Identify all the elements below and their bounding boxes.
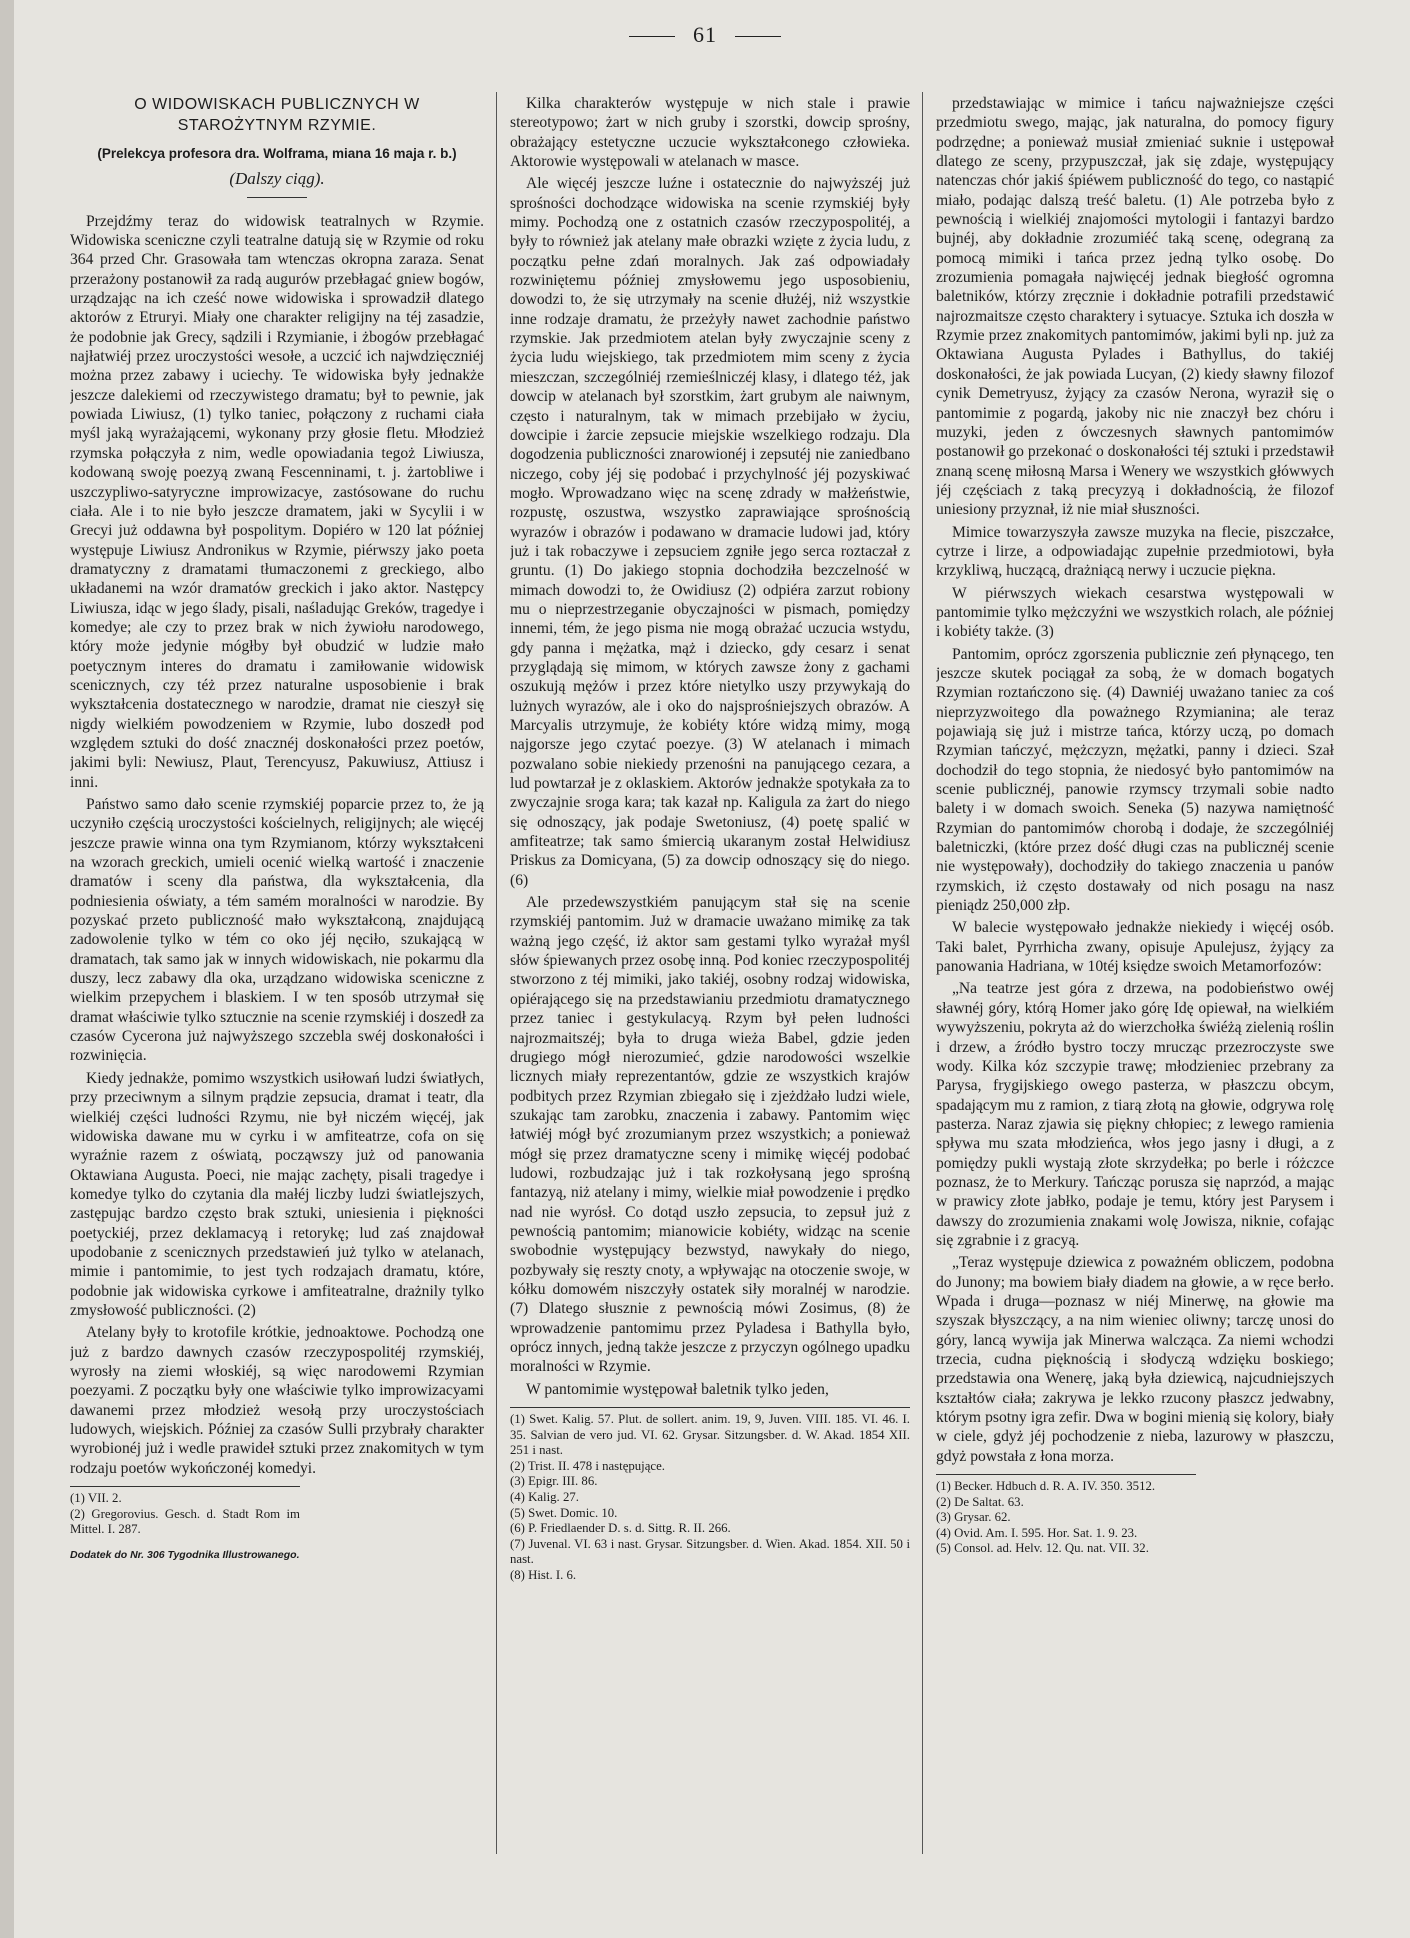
continued-label: (Dalszy ciąg). <box>229 169 325 189</box>
article-title: O WIDOWISKACH PUBLICZNYCH W STAROŻYTNYM RZYMIE. <box>134 96 420 134</box>
paragraph: Ale przedewszystkiém panującym stał się na scenie rzymskiéj pantomim. Już w dramacie uważano mimikę za tak ważną jego część, iż aktor sam gestami tylko wyrażał myśl słów śpiewanych przez osobę inną. Pod koniec rzeczypospolitéj stworzono z téj mimiki, jako takiéj, osobny rodzaj widowiska, opiérającego się na przedstawianiu przedmiotu dramatycznego przez taniec i gestykulacyą. Rzym był pełen ludności najrozmaitszéj; była to druga wieża Babel, gdzie jeden drugiego mógł nierozumieć, gdzie narodowości wszelkie licznych miały reprezentantów, gdzie ze wszystkich krajów podbitych przez Rzymian zbiegało się i zjeżdżało ludzi wiele, szukając tam zarobku, znaczenia i zabawy. Pantomim więc łatwiéj mógł być zrozumianym przez wszystkich; a ponieważ mógł się przez dramatyczne sceny i mimikę więcéj podobać ludowi, rozbudzając już i tak rozkołysaną jego sprośną fantazyą, niż atelany i mimy, wielkie miał powodzenie i prędko nad nie wyrósł. Co dotąd uszło zepsucia, to zepsuł już z pewnością pantomim; mianowicie kobiéty, widząc na scenie swobodnie występujący bezwstyd, nawykały do niego, pozbywały się reszty cnoty, a wpływając na otoczenie swoje, w kółku domowém niszczyły ostatek siły moralnéj w narodzie. (7) Dlatego słusznie z pewnością mówi Zosimus, (8) że wprowadzenie pantomimu przez Pyladesa i Bathylla było, oprócz innych, jedną także jeszcze z przyczyn ogólnego upadku moralności w Rzymie. <box>510 894 910 1376</box>
footnote: (4) Kalig. 27. <box>510 1490 579 1504</box>
footnote: (2) De Saltat. 63. <box>936 1494 1024 1509</box>
footnote: (1) VII. 2. <box>70 1491 122 1506</box>
footnote: (2) Gregorovius. Gesch. d. Stadt Rom im Mittel. I. 287. <box>70 1506 300 1537</box>
imprint: Dodatek do Nr. 306 Tygodnika Illustrowanego. <box>70 1548 300 1561</box>
footnote: (8) Hist. I. 6. <box>510 1567 577 1582</box>
column-2 <box>510 94 910 1852</box>
footnote: (3) Grysar. 62. <box>936 1510 1011 1525</box>
footnote: (2) Trist. II. 478 i następujące. <box>510 1458 665 1473</box>
title-rule <box>247 197 307 198</box>
footnote: (5) Swet. Domic. 10. <box>510 1505 618 1520</box>
footnote: (1) Swet. Kalig. 57. Plut. de sollert. anim. 19, 9, Juven. VIII. 185. VI. 46. I. 35. Salvian de vero jud. VI. 62. Grysar. Sitzungsber. d. W. Akad. 1854 XII. 251 i nast. <box>510 1412 910 1458</box>
footnotes <box>936 1474 1196 1557</box>
paragraph: Państwo samo dało scenie rzymskiéj poparcie przez to, że ją uczyniło częścią uroczystości kościelnych, religijnych; ale więcéj jeszcze prawie winna ona tym Rzymianom, którzy wykształceni na wzorach greckich, umieli ocenić wielką wartość i znaczenie dramatów i sceny dla państwa, dla wykształcenia, dla podniesienia oświaty, a tém samém moralności w narodzie. By pozyskać przeto publiczność mało wykształconą, znajdującą zadowolenie tylko w tém co oko jéj nęciło, szukającą w dramatach, tak samo jak w innych widowiskach, nie pokarmu dla duszy, lecz zabawy dla oka, urządzano widowiska sceniczne z wielkim przepychem i blaskiem. I w ten sposób utrzymał się dramat właściwie tylko sztucznie na scenie rzymskiéj i doszedł za czasów Cycerona już najwyższego szczebla swéj doskonałości i rozwinięcia. <box>70 796 484 1065</box>
footnote: (3) Epigr. III. 86. <box>510 1474 598 1489</box>
column-divider <box>922 92 923 1854</box>
quote-paragraph: „Teraz występuje dziewica z poważném obliczem, podobna do Junony; ma bowiem biały diadem na głowie, a w ręce berło. Wpada i druga—poznasz w niéj Minerwę, na głowie ma szyszak błyszczący, a na nim wieniec oliwny; tarczę unosi do góry, lancą wywija jak Minerwa walcząca. Za niemi wchodzi trzecia, cudna pięknością i słodyczą wdzięku boskiego; przedstawia ona Wenerę, jaką była dziewicą, najcudniejszych kształtów ciała; zakrywa je lekko rzucony płaszcz jedwabny, którym psotny igra zefir. Dwa w bogini mienią się kolory, biały w ciele, gdyż jéj pochodzenie z nieba, lazurowy w płaszczu, gdyż powstała z łona morza. <box>936 1254 1334 1465</box>
paragraph: Przejdźmy teraz do widowisk teatralnych w Rzymie. Widowiska sceniczne czyli teatralne datują się w Rzymie od roku 364 przed Chr. Grasowała tam wtenczas okropna zaraza. Senat przerażony postanowił za radą augurów przebłagać gniew bogów, urządzając na ich cześć nowe widowiska i sprowadził dlatego aktorów z Etruryi. Miały one charakter religijny na téj zasadzie, że podobnie jak Grecy, sądzili i Rzymianie, i żbogów przebłagać najłatwiéj przez uroczystości wesołe, a uczcić ich najwdzięczniéj można przez zabawy i uciechy. Te widowiska były jednakże jeszcze dalekiemi od rzeczywistego dramatu; był to pewnie, jak powiada Liwiusz, (1) tylko taniec, połączony z ruchami ciała myśl jaką wyrażającemi, wykonany przy głosie fletu. Młodzież rzymska połączyła z nim, wedle opowiadania tegoż Liwiusza, kodowaną swoję poezyą zwaną Fescenninami, t. j. żartobliwe i uszczypliwo-satyryczne improwizacye, zastósowane do ruchu ciała. Ale i to nie było jeszcze dramatem, jaki w Sycylii i w Grecyi już oddawna był pospolitym. Dopiéro w 120 lat później występuje Liwiusz Andronikus w Rzymie, piérwszy jako poeta dramatyczny z dramatami tłumaczonemi z greckiego, albo układanemi na wzór dramatów greckich i jako aktor. Następcy Liwiusza, idąc w jego ślady, pisali, naśladując Greków, tragedye i komedye; ale czy to przez brak w nich żywiołu narodowego, który może jedynie mógłby był obudzić w ludzie mało poetycznym interes do dramatu i zamiłowanie widowisk scenicznych, czy téż przez naturalne usposobienie i brak wykształcenia dostatecznego w narodzie, dramat nie cieszył się nigdy wielkiém powodzeniem w Rzymie, lubo doszedł pod względem sztuki do dość znacznéj doskonałości przez poetów, jakimi byli: Newiusz, Plaut, Terencyusz, Pakuwiusz, Attiusz i inni. <box>70 212 484 791</box>
paragraph: W balecie występowało jednakże niekiedy i więcéj osób. Taki balet, Pyrrhicha zwany, opisuje Apulejusz, żyjący za panowania Hadriana, w 10téj księdze swoich Metamorfozów: <box>936 919 1334 976</box>
page-number: 61 <box>693 22 717 47</box>
footnote: (7) Juvenal. VI. 63 i nast. Grysar. Sitzungsber. d. Wien. Akad. 1854. XII. 50 i nast. <box>510 1536 910 1567</box>
footnotes <box>70 1486 300 1538</box>
paragraph: przedstawiając w mimice i tańcu najważniejsze części przedmiotu swego, mając, jak naturalna, do pomocy figury podrzędne; a ponieważ musiał zmieniać suknie i ustępował dlatego ze sceny, przypuszczał, jak się zdaje, występujący natenczas chór jakiś śpiéwem publiczność do tego, co nastąpić miało, podając dalszą treść baletu. (1) Ale potrzeba było z pewnością i wielkiéj znajomości mytologii i fantazyi bardzo bujnéj, aby dokładnie zrozumiéć taką scenę, odegraną za pomocą mimiki i tańca przez jedną tylko osobę. Do zrozumienia pomagała najwięcéj jednak biegłość ogromna baletników, którzy zręcznie i dokładnie potrafili przedstawić najrozmaitsze często charaktery i sytuacye. Sztuka ich doszła w Rzymie przez znakomitych pantomimów, jakimi byli np. już za Oktawiana Augusta Pylades i Bathyllus, do takiéj doskonałości, że jak powiada Lucyan, (2) kiedy sławny filozof cynik Demetryusz, żyjący za czasów Nerona, wyraził się o pantomimie z pogardą, jakoby nic nie znaczył bez chóru i muzyki, jeden z ówczesnych sławnych pantomimów postanowił go przekonać o doskonałości téj sztuki i przedstawił znaną scenę miłosną Marsa i Wenery we wszystkich główwych jéj częściach z taką precyzyą i dokładnością, że filozof uniesiony przyznał, iż nie miał słuszności. <box>936 95 1334 519</box>
paragraph: Pantomim, oprócz zgorszenia publicznie zeń płynącego, ten jeszcze skutek pociągał za sobą, że w domach bogatych Rzymian roztańczono się. (4) Dawniéj uważano taniec za coś nieprzyzwoitego dla poważnego Rzymianina; ale teraz pojawiają się już i mistrze tańca, którzy uczą, po domach Rzymian tańczyć, mężczyzn, mężatki, panny i dzieci. Szał dochodził do tego stopnia, że niedosyć było pantomimów na scenie publicznéj, panowie rzymscy trzymali sobie nadto balety i w domach swoich. Seneka (5) nazywa namiętność Rzymian do pantomimów chorobą i dodaje, że szczególniéj baletniczki, (które przez dość długi czas na publicznéj scenie nie występowały), dochodziły do takiego znaczenia u panów rzymskich, iż często dostawały od nich posagu na nasz pieniądz 250,000 złp. <box>936 645 1334 915</box>
paragraph: W pantomimie występował baletnik tylko jeden, <box>526 1380 829 1398</box>
column-divider <box>496 92 497 1854</box>
header-rule-right <box>735 36 781 37</box>
footnotes <box>510 1407 910 1584</box>
quote-paragraph: „Na teatrze jest góra z drzewa, na podobieństwo owéj sławnéj góry, którą Homer jako górę Idę opiewał, na wielkiém wywyższeniu, pokryta aż do wierzchołka świéżą zielenią roślin i drzew, a źródło bystro toczy mrucząc przezroczyste swe wody. Kilka kóz szczypie trawę; młodzieniec przebrany za Parysa, frygijskiego owego pasterza, w płaszczu obcym, spadającym mu z ramion, z tiarą złotą na głowie, odgrywa rolę pasterza. Naraz zjawia się piękny chłopiec; z lewego ramienia spływa mu szata młodzieńca, włos jego jasny i długi, a z pomiędzy pukli wystają złote skrzydełka; po berle i różczce poznasz, że to Merkury. Tańcząc porusza się naprzód, a mając w prawicy złote jabłko, podaje je temu, który jest Parysem i dawszy do zrozumienia znakami wolę Jowisza, niknie, cofając się zgrabnie i z gracyą. <box>936 980 1334 1249</box>
binding-edge <box>0 0 14 1938</box>
paragraph: Kilka charakterów występuje w nich stale i prawie stereotypowo; żart w nich gruby i szorstki, dowcip sprośny, obrażający estetyczne uczucie wykształconego człowieka. Aktorowie występowali w atelanach w masce. <box>510 95 910 171</box>
footnote: (5) Consol. ad. Helv. 12. Qu. nat. VII. 32. <box>936 1541 1149 1556</box>
column-3 <box>936 94 1334 1852</box>
paragraph: Kiedy jednakże, pomimo wszystkich usiłowań ludzi światłych, przy przeciwnym a silnym prądzie zepsucia, dramat i teatr, dla wielkiéj części ludności Rzymu, nie był niczém więcéj, jak widowiska dawane mu w cyrku i w amfiteatrze, cofa on się wyraźnie razem z oświatą, począwszy już od panowania Oktawiana Augusta. Poeci, nie mając zachęty, pisali tragedye i komedye tylko do czytania dla małéj liczby ludzi światlejszych, zastępując bardzo często brak sztuki, uniesienia i piękności poetyckiéj, przez deklamacyą i retorykę; lud zaś znajdował upodobanie z scenicznych przedstawień już tylko w atelanach, mimie i pantomimie, to jest tych rodzajach dramatu, które, podobnie jak widowiska cyrkowe i amfiteatralne, drażnily tylko zmysłowość publiczności. (2) <box>70 1069 484 1319</box>
footnote: (4) Ovid. Am. I. 595. Hor. Sat. 1. 9. 23. <box>936 1525 1138 1540</box>
article-subtitle: (Prelekcya profesora dra. Wolframa, miana 16 maja r. b.) <box>97 146 457 161</box>
footnote: (1) Becker. Hdbuch d. R. A. IV. 350. 3512. <box>936 1479 1156 1494</box>
page-header <box>0 22 1410 48</box>
paragraph: Mimice towarzyszyła zawsze muzyka na flecie, piszczałce, cytrze i lirze, a odpowiadając zupełnie przedmiotowi, była krzykliwą, huczącą, drażniącą nerwy i uczucie piękna. <box>936 523 1334 580</box>
footnote: (6) P. Friedlaender D. s. d. Sittg. R. II. 266. <box>510 1521 731 1536</box>
paragraph: W piérwszych wiekach cesarstwa występowali w pantomimie tylko mężczyźni we wszystkich rolach, ale później i kobiéty także. (3) <box>936 584 1334 641</box>
column-1 <box>70 94 484 1854</box>
header-rule-left <box>629 36 675 37</box>
paragraph: Ale więcéj jeszcze luźne i ostatecznie do najwyższéj już sprośności dochodzące widowiska na scenie rzymskiéj były mimy. Pochodzą one z ostatnich czasów rzeczypospolitéj, a były to również jak atelany małe obrazki wzięte z życia ludu, z początku pełne zdań moralnych. Jak zaś odpowiadały rozwiniętemu później zmysłowemu jego usposobieniu, dowodzi to, że się utrzymały na scenie dłużéj, niż wszystkie inne rodzaje dramatu, że przeżyły nawet zachodnie państwo rzymskie. Jak przedmiotem atelan były zwyczajnie sceny z życia ludu wiejskiego, tak przedmiotem mim sceny z życia mieszczan, szczególniéj rzemieślniczéj klasy, i dlatego téż, jak dowcip w atelanach był szorstkim, żart grubym ale naiwnym, często i naturalnym, tak w mimach przebijało w życiu, dowcipie i żarcie zepsucie miejskie wszelkiego rodzaju. Dla dogodzenia publiczności znarowionéj i zepsutéj nie zaniedbano niczego, coby jéj się podobać i przychylność jéj pozyskiwać mogło. Wprowadzano więc na scenę zdrady w małżeństwie, rozpustę, oszustwa, wszystko zaprawiające sprośnością wyrazów i obrazów i podawano w dramacie ludowi jad, który już i tak robaczywe i zepsuciem zgniłe jego serca roztaczał z gruntu. (1) Do jakiego stopnia dochodziła bezczelność w mimach dowodzi to, że Owidiusz (2) odpiéra zarzut robiony mu o nieprzestrzeganie obyczajności w pismach, pomiędzy innemi, tém, że jego pisma nie mogą obrażać uczucia wstydu, gdy panna i mężatka, mąż i dziecko, gdy cesarz i senat przyglądają się mimom, w których zawsze żony z gachami oszukują mężów i przez które nietylko uszy przywykają do lużnych wyrazów, ale i oko do najsprośniejszych obrazów. A Marcyalis utrzymuje, że kobiéty które widzą mimy, mogą najgorsze jego czytać poezye. (3) W atelanach i mimach pozwalano sobie niekiedy przenośni na panującego cezara, a lud powtarzał je z oklaskiem. Aktorów jednakże spotykała za to zwyczajnie sroga kara; tak kazał np. Kaligula za żart do niego się odnoszący, jak podaje Swetoniusz, (4) poetę spalić w amfiteatrze; tak samo śmiercią ukaranym został Helwidiusz Priskus za Domicyana, (5) za dowcip odnoszący się do niego. (6) <box>510 175 910 889</box>
paragraph: Atelany były to krotofile krótkie, jednoaktowe. Pochodzą one już z bardzo dawnych czasów rzeczypospolitéj rzymskiéj, wyrosły na ziemi włoskiéj, są więc narodowemi Rzymian poezyami. Z początku były one właściwie tylko improwizacyami dawanemi przez młodzież wesołą przy uroczystościach ludowych, wiejskich. Później za czasów Sulli przybrały charakter wyrobionéj już i wedle prawideł sztuki przez znakomitych w tym rodzaju poetów wykończonéj komedyi. <box>70 1324 484 1477</box>
